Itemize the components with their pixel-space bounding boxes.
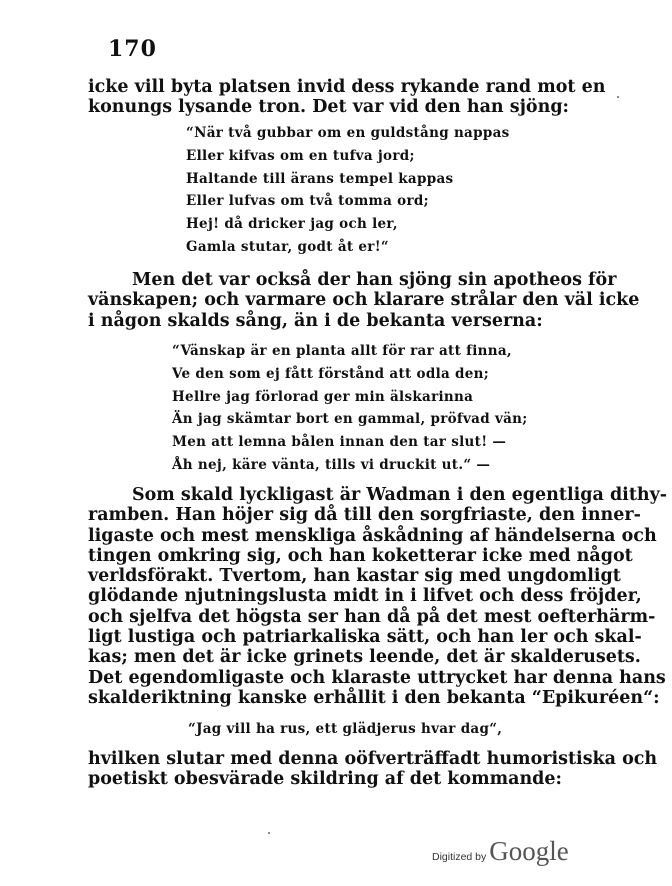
verse-line: Än jag skämtar bort en gammal, pröfvad vän; [172, 411, 528, 428]
paragraph-3 [88, 485, 668, 708]
page-number: 170 [108, 36, 157, 62]
text-line: och sjelfva det högsta ser han då på det mest oefterhärm- [88, 606, 656, 627]
text-line: Men det var också der han sjöng sin apotheos för [132, 270, 617, 290]
verse-line: Gamla stutar, godt åt er!“ [186, 238, 389, 255]
ink-speck [617, 96, 619, 98]
digitized-label: Digitized by [432, 851, 487, 863]
verse-line: Åh nej, käre vänta, tills vi druckit ut.“ — [172, 456, 491, 473]
paragraph-1 [88, 77, 606, 118]
text-line: ramben. Han höjer sig då till den sorgfriaste, den inner- [88, 505, 641, 526]
text-line: Det egendomligaste och klaraste uttrycket har denna hans [88, 667, 666, 688]
google-wordmark: Google [489, 836, 569, 866]
text-line: ligaste och mest menskliga åskådning af händelserna och [88, 525, 657, 546]
text-line: ligt lustiga och patriarkaliska sätt, och han ler och skal- [88, 627, 642, 648]
text-line: i någon skalds sång, än i de bekanta verserna: [88, 310, 543, 331]
verse-line: Eller lufvas om två tomma ord; [186, 193, 429, 210]
verse-line: Hej! då dricker jag och ler, [186, 216, 398, 233]
verse-1 [186, 122, 510, 259]
text-line: skalderiktning kanske erhållit i den bekanta “Epikuréen“: [88, 687, 660, 708]
text-line: hvilken slutar med denna oöfverträffadt humoristiska och [88, 749, 658, 769]
verse-line: Hellre jag förlorad ger min älskarinna [172, 388, 474, 405]
verse-line: Ve den som ej fått förstånd att odla den; [172, 365, 490, 382]
text-line: tingen omkring sig, och han koketterar icke med något [88, 545, 633, 566]
text-line: verldsförakt. Tvertom, han kastar sig med ungdomligt [88, 566, 621, 587]
verse-3 [188, 718, 502, 741]
verse-line: Eller kifvas om en tufva jord; [186, 147, 415, 164]
verse-line: “Vänskap är en planta allt för rar att finna, [172, 343, 512, 359]
verse-line: Haltande till ärans tempel kappas [186, 170, 454, 187]
paragraph-2 [88, 270, 640, 331]
verse-line: Men att lemna bålen innan den tar slut! — [172, 434, 507, 451]
verse-line: “Jag vill ha rus, ett glädjerus hvar dag“, [188, 721, 503, 737]
text-line: Som skald lyckligast är Wadman i den egentliga dithy- [132, 485, 668, 505]
paragraph-4 [88, 749, 658, 790]
text-line: poetiskt obesvärade skildring af det kommande: [88, 769, 563, 790]
text-line: vänskapen; och varmare och klarare strålar den väl icke [88, 290, 640, 311]
text-line: kas; men det är icke grinets leende, det är skalderusets. [88, 647, 641, 668]
text-line: glödande njutningslusta midt in i lifvet och dess fröjder, [88, 586, 642, 607]
text-line: konungs lysande tron. Det var vid den han sjöng: [88, 97, 570, 118]
verse-2 [172, 340, 528, 477]
verse-line: “När två gubbar om en guldstång nappas [186, 125, 510, 141]
digitized-by-google-footer [432, 836, 569, 867]
text-line: icke vill byta platsen invid dess rykande rand mot en [88, 77, 606, 97]
ink-speck [268, 832, 270, 834]
